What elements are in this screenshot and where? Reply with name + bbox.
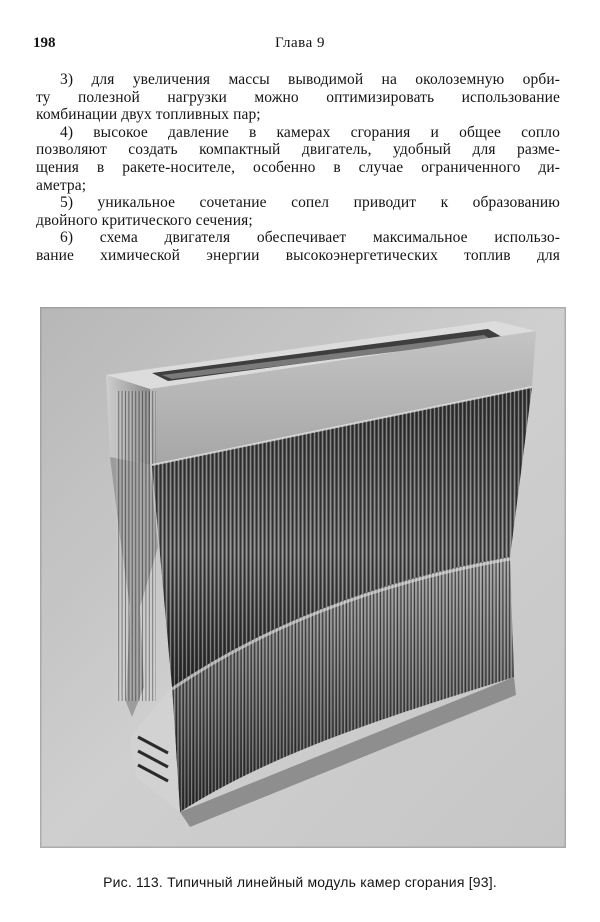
text-line: щения в ракете-носителе, особенно в случае ограниченного ди- — [36, 158, 560, 176]
paragraph — [36, 194, 560, 229]
paragraph — [36, 229, 560, 264]
text-line: ту полезной нагрузки можно оптимизировать использование — [36, 88, 560, 106]
text-line: комбинации двух топливных пар; — [36, 106, 261, 124]
body-text — [36, 71, 560, 265]
paragraph — [36, 71, 560, 124]
text-line: позволяют создать компактный двигатель, удобный для разме- — [36, 141, 560, 159]
text-line: двойного критического сечения; — [36, 211, 253, 229]
text-line: 6) схема двигателя обеспечивает максимальное использо- — [60, 229, 560, 247]
text-line: 5) уникальное сочетание сопел приводит к образованию — [60, 194, 560, 212]
text-line: аметра; — [36, 176, 87, 194]
page-number: 198 — [33, 35, 56, 51]
text-line: 3) для увеличения массы выводимой на околоземную орби- — [60, 71, 560, 88]
text-line: 4) высокое давление в камерах сгорания и общее сопло — [60, 123, 560, 141]
running-title: Глава 9 — [275, 35, 325, 51]
text-line: вание химической энергии высокоэнергетических топлив для — [36, 246, 560, 264]
figure-caption: Рис. 113. Типичный линейный модуль камер сгорания [93]. — [103, 874, 497, 890]
combustion-chamber-module-photo — [40, 307, 566, 848]
paragraph — [36, 124, 560, 194]
